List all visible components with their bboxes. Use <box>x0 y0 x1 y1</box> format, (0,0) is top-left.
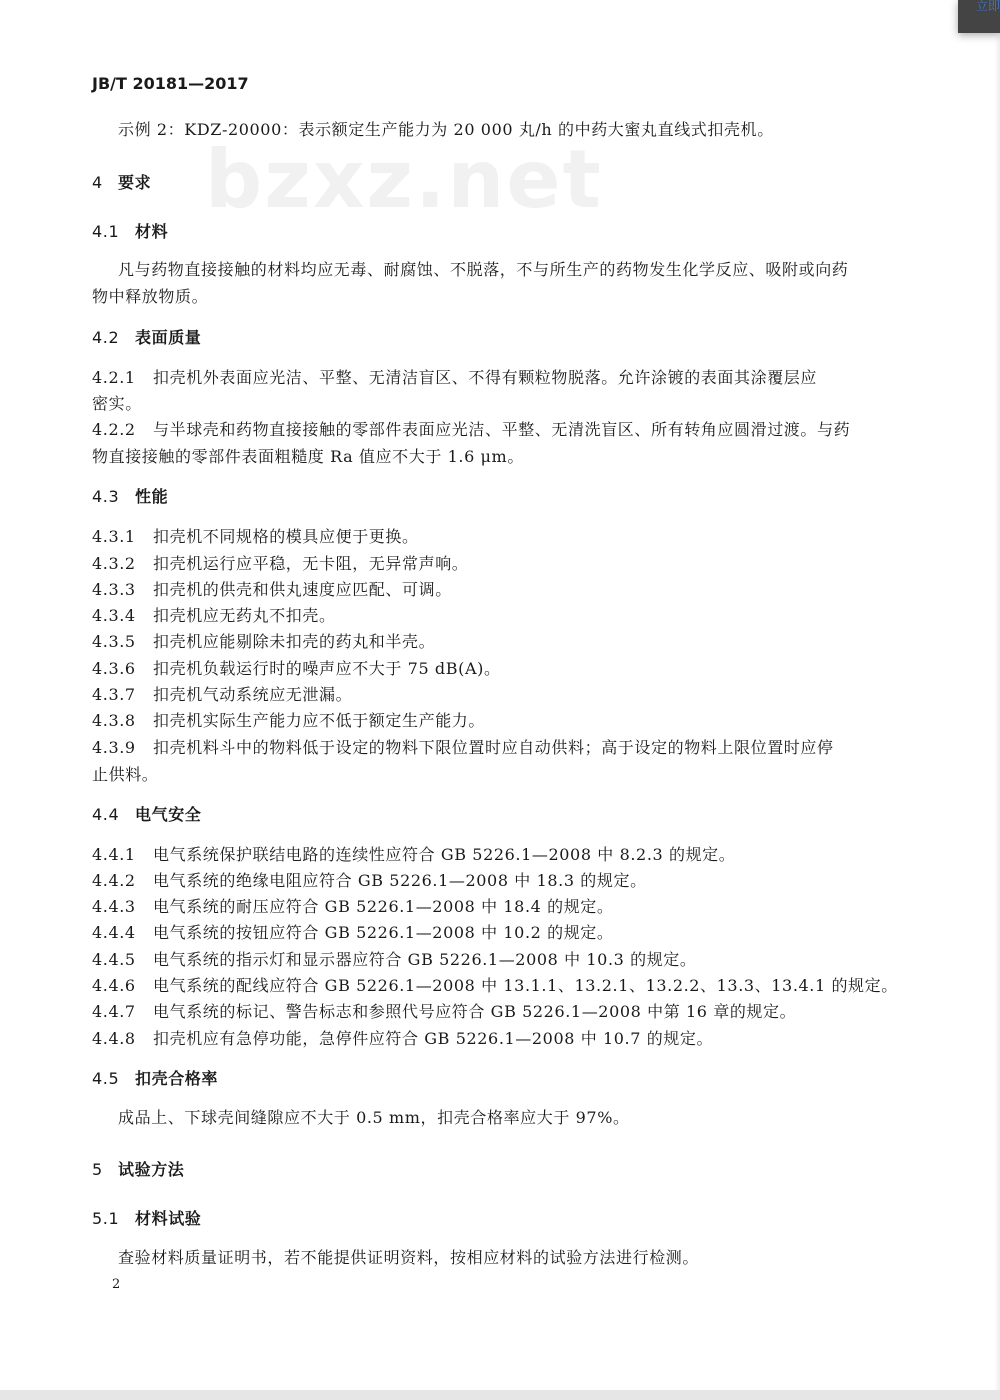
clause-number: 4.3.2 <box>92 554 136 573</box>
clause-number: 4.4.1 <box>92 845 136 864</box>
clause <box>92 420 850 440</box>
line-text: 扣壳机应有急停功能，急停件应符合 GB 5226.1—2008 中 10.7 的规定。 <box>153 1029 714 1048</box>
section-heading <box>92 1160 184 1180</box>
clause-number: 4.2 <box>92 328 120 347</box>
page-edge-shadow <box>994 0 1000 1390</box>
clause-number: 4.4.3 <box>92 897 136 916</box>
clause-number: 4.4.6 <box>92 976 136 995</box>
line-text: 表面质量 <box>135 328 202 347</box>
clause <box>92 871 647 891</box>
clause <box>92 659 501 679</box>
line-text: 材料 <box>135 222 169 241</box>
clause-number: 4.3.4 <box>92 606 136 625</box>
line-text: 凡与药物直接接触的材料均应无毒、耐腐蚀、不脱落，不与所生产的药物发生化学反应、吸附或向药 <box>118 260 849 279</box>
clause-number: 4.4.7 <box>92 1002 136 1021</box>
line-text: 扣壳机运行应平稳，无卡阻，无异常声响。 <box>153 554 469 573</box>
line-text: 扣壳机料斗中的物料低于设定的物料下限位置时应自动供料；高于设定的物料上限位置时应停 <box>153 738 834 757</box>
clause <box>92 580 452 600</box>
clause-number: 4.5 <box>92 1069 120 1088</box>
document-id-header: JB/T 20181—2017 <box>92 74 249 93</box>
subsection-heading <box>92 1069 218 1089</box>
clause-number: 4.3.5 <box>92 632 136 651</box>
line-text: 性能 <box>135 487 169 506</box>
line-text: 扣壳合格率 <box>135 1069 219 1088</box>
clause <box>92 632 435 652</box>
clause-number: 4.3.7 <box>92 685 136 704</box>
clause <box>92 897 614 917</box>
corner-action-button[interactable] <box>958 0 1000 33</box>
subsection-heading <box>92 805 201 825</box>
line-text: 扣壳机外表面应光洁、平整、无清洁盲区、不得有颗粒物脱落。允许涂镀的表面其涂覆层应 <box>153 368 818 387</box>
clause-number: 4 <box>92 173 103 192</box>
clause <box>92 1029 713 1049</box>
clause-number: 4.4.5 <box>92 950 136 969</box>
paragraph-line <box>118 1248 699 1268</box>
clause <box>92 976 898 996</box>
line-text: 扣壳机的供壳和供丸速度应匹配、可调。 <box>153 580 452 599</box>
clause-number: 4.3.6 <box>92 659 136 678</box>
clause <box>92 554 468 574</box>
paragraph-line <box>118 260 848 280</box>
clause <box>92 950 697 970</box>
clause-number: 4.2.2 <box>92 420 136 439</box>
clause <box>92 606 336 626</box>
paragraph-line <box>118 120 774 140</box>
line-text: 成品上、下球壳间缝隙应不大于 0.5 mm，扣壳合格率应大于 97%。 <box>118 1108 630 1127</box>
corner-action-label: 立即 <box>976 0 1000 13</box>
subsection-heading <box>92 487 168 507</box>
paragraph-line <box>92 765 158 785</box>
subsection-heading <box>92 222 168 242</box>
paragraph-line <box>118 1108 630 1128</box>
line-text: 物中释放物质。 <box>92 287 209 306</box>
line-text: 电气安全 <box>135 805 202 824</box>
line-text: 示例 2：KDZ-20000：表示额定生产能力为 20 000 丸/h 的中药大蜜丸直线式扣壳机。 <box>118 120 774 139</box>
clause-number: 4.4 <box>92 805 120 824</box>
clause-number: 4.2.1 <box>92 368 136 387</box>
line-text: 电气系统的标记、警告标志和参照代号应符合 GB 5226.1—2008 中第 16 章的规定。 <box>153 1002 797 1021</box>
line-text: 扣壳机应无药丸不扣壳。 <box>153 606 336 625</box>
line-text: 扣壳机不同规格的模具应便于更换。 <box>153 527 419 546</box>
clause-number: 5.1 <box>92 1209 120 1228</box>
clause <box>92 711 485 731</box>
line-text: 要求 <box>118 173 152 192</box>
section-heading <box>92 173 151 193</box>
line-text: 电气系统的绝缘电阻应符合 GB 5226.1—2008 中 18.3 的规定。 <box>153 871 647 890</box>
clause-number: 4.3.3 <box>92 580 136 599</box>
line-text: 材料试验 <box>135 1209 202 1228</box>
clause <box>92 685 352 705</box>
clause-number: 4.4.8 <box>92 1029 136 1048</box>
line-text: 查验材料质量证明书，若不能提供证明资料，按相应材料的试验方法进行检测。 <box>118 1248 700 1267</box>
line-text: 电气系统的配线应符合 GB 5226.1—2008 中 13.1.1、13.2.1、13.2.2、13.3、13.4.1 的规定。 <box>153 976 898 995</box>
clause <box>92 527 419 547</box>
line-text: 物直接接触的零部件表面粗糙度 Ra 值应不大于 1.6 μm。 <box>92 447 524 466</box>
clause-number: 4.3 <box>92 487 120 506</box>
watermark: bzxz.net <box>205 133 603 226</box>
line-text: 止供料。 <box>92 765 159 784</box>
paragraph-line <box>92 447 524 467</box>
clause <box>92 368 817 388</box>
line-text: 扣壳机气动系统应无泄漏。 <box>153 685 353 704</box>
line-text: 试验方法 <box>118 1160 185 1179</box>
clause-number: 4.4.4 <box>92 923 136 942</box>
viewer-bottom-bar <box>0 1390 1000 1400</box>
line-text: 与半球壳和药物直接接触的零部件表面应光洁、平整、无清洗盲区、所有转角应圆滑过渡。与药 <box>153 420 851 439</box>
clause <box>92 845 735 865</box>
subsection-heading <box>92 328 201 348</box>
clause <box>92 738 834 758</box>
clause <box>92 923 614 943</box>
line-text: 电气系统保护联结电路的连续性应符合 GB 5226.1—2008 中 8.2.3 的规定。 <box>153 845 736 864</box>
line-text: 电气系统的指示灯和显示器应符合 GB 5226.1—2008 中 10.3 的规定。 <box>153 950 697 969</box>
clause-number: 4.3.1 <box>92 527 136 546</box>
clause <box>92 1002 796 1022</box>
clause-number: 4.4.2 <box>92 871 136 890</box>
clause-number: 5 <box>92 1160 103 1179</box>
paragraph-line <box>92 394 142 414</box>
page-number: 2 <box>112 1277 121 1292</box>
line-text: 扣壳机实际生产能力应不低于额定生产能力。 <box>153 711 486 730</box>
clause-number: 4.3.9 <box>92 738 136 757</box>
line-text: 扣壳机应能剔除未扣壳的药丸和半壳。 <box>153 632 436 651</box>
subsection-heading <box>92 1209 201 1229</box>
line-text: 扣壳机负载运行时的噪声应不大于 75 dB(A)。 <box>153 659 501 678</box>
clause-number: 4.3.8 <box>92 711 136 730</box>
paragraph-line <box>92 287 208 307</box>
line-text: 电气系统的按钮应符合 GB 5226.1—2008 中 10.2 的规定。 <box>153 923 614 942</box>
line-text: 电气系统的耐压应符合 GB 5226.1—2008 中 18.4 的规定。 <box>153 897 614 916</box>
clause-number: 4.1 <box>92 222 120 241</box>
line-text: 密实。 <box>92 394 142 413</box>
